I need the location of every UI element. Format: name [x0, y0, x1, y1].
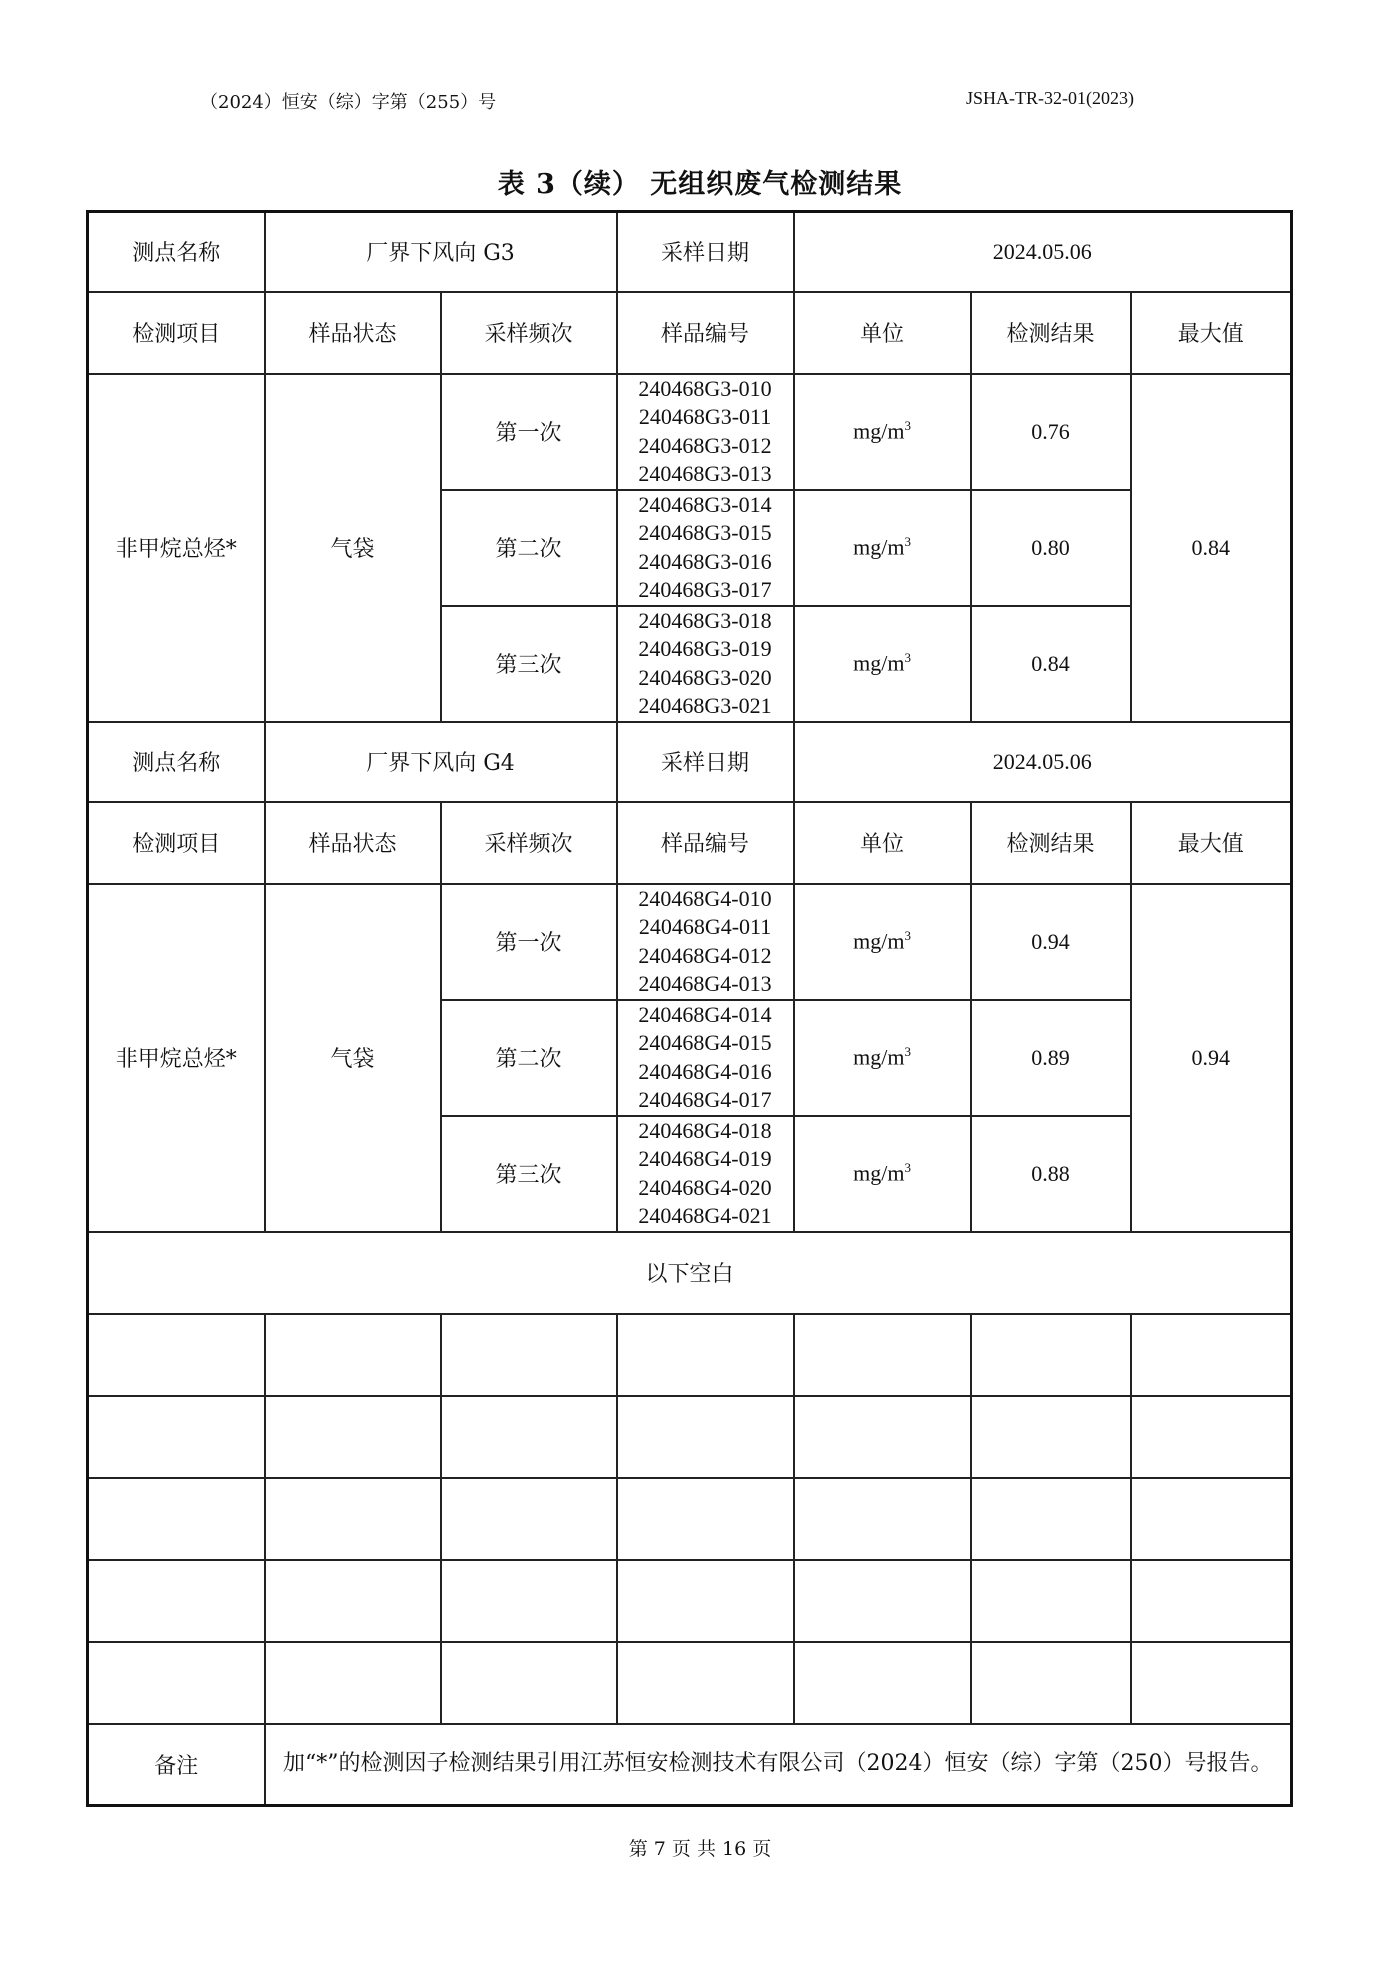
- result-value: 0.89: [971, 1000, 1131, 1116]
- header-unit: 单位: [794, 802, 971, 884]
- table-row: [88, 884, 1292, 1000]
- remark-text: 加“*”的检测因子检测结果引用江苏恒安检测技术有限公司（2024）恒安（综）字第（250）号报告。: [265, 1724, 1292, 1806]
- site-name-label: 测点名称: [88, 722, 265, 802]
- result-value: 0.76: [971, 374, 1131, 490]
- column-header-row: [88, 802, 1292, 884]
- header-item: 检测项目: [88, 292, 265, 374]
- empty-row: [88, 1478, 1292, 1560]
- header-max: 最大值: [1131, 292, 1292, 374]
- sample-codes: 240468G3-014 240468G3-015 240468G3-016 240468G3-017: [617, 490, 794, 606]
- document-code: JSHA-TR-32-01(2023): [966, 88, 1134, 108]
- table-title: 表 3（续） 无组织废气检测结果: [497, 169, 903, 200]
- header-code: 样品编号: [617, 292, 794, 374]
- frequency: 第一次: [441, 374, 617, 490]
- frequency: 第三次: [441, 606, 617, 722]
- sample-date-label: 采样日期: [617, 212, 794, 292]
- result-value: 0.80: [971, 490, 1131, 606]
- site-name-label: 测点名称: [88, 212, 265, 292]
- max-value: 0.84: [1131, 374, 1292, 722]
- header-freq: 采样频次: [441, 292, 617, 374]
- header-item: 检测项目: [88, 802, 265, 884]
- header-result: 检测结果: [971, 802, 1131, 884]
- page-number: 第 7 页 共 16 页: [628, 1838, 772, 1860]
- site-row: [88, 212, 1292, 292]
- site-row: [88, 722, 1292, 802]
- column-header-row: [88, 292, 1292, 374]
- empty-row: [88, 1314, 1292, 1396]
- table-row: [88, 374, 1292, 490]
- frequency: 第二次: [441, 490, 617, 606]
- header-result: 检测结果: [971, 292, 1131, 374]
- header-code: 样品编号: [617, 802, 794, 884]
- frequency: 第二次: [441, 1000, 617, 1116]
- result-value: 0.88: [971, 1116, 1131, 1232]
- result-value: 0.84: [971, 606, 1131, 722]
- sample-codes: 240468G4-014 240468G4-015 240468G4-016 240468G4-017: [617, 1000, 794, 1116]
- blank-marker-row: [88, 1232, 1292, 1314]
- results-table: [86, 210, 1293, 1807]
- empty-row: [88, 1642, 1292, 1724]
- unit: $mg/m^3$: [794, 1116, 971, 1232]
- empty-row: [88, 1560, 1292, 1642]
- header-state: 样品状态: [265, 802, 441, 884]
- test-item: 非甲烷总烃*: [88, 884, 265, 1232]
- sample-date-value: 2024.05.06: [794, 212, 1292, 292]
- unit: $mg/m^3$: [794, 884, 971, 1000]
- header-freq: 采样频次: [441, 802, 617, 884]
- sample-state: 气袋: [265, 884, 441, 1232]
- result-value: 0.94: [971, 884, 1131, 1000]
- sample-codes: 240468G3-018 240468G3-019 240468G3-020 240468G3-021: [617, 606, 794, 722]
- header-unit: 单位: [794, 292, 971, 374]
- report-number: （2024）恒安（综）字第（255）号: [200, 92, 497, 113]
- sample-codes: 240468G3-010 240468G3-011 240468G3-012 240468G3-013: [617, 374, 794, 490]
- site-name-value: 厂界下风向 G3: [265, 212, 617, 292]
- header-state: 样品状态: [265, 292, 441, 374]
- unit: $mg/m^3$: [794, 1000, 971, 1116]
- test-item: 非甲烷总烃*: [88, 374, 265, 722]
- remark-label: 备注: [88, 1724, 265, 1806]
- frequency: 第一次: [441, 884, 617, 1000]
- sample-codes: 240468G4-010 240468G4-011 240468G4-012 240468G4-013: [617, 884, 794, 1000]
- empty-row: [88, 1396, 1292, 1478]
- max-value: 0.94: [1131, 884, 1292, 1232]
- sample-date-label: 采样日期: [617, 722, 794, 802]
- frequency: 第三次: [441, 1116, 617, 1232]
- unit: $mg/m^3$: [794, 374, 971, 490]
- sample-state: 气袋: [265, 374, 441, 722]
- unit: $mg/m^3$: [794, 606, 971, 722]
- unit: $mg/m^3$: [794, 490, 971, 606]
- sample-date-value: 2024.05.06: [794, 722, 1292, 802]
- remark-row: [88, 1724, 1292, 1806]
- site-name-value: 厂界下风向 G4: [265, 722, 617, 802]
- sample-codes: 240468G4-018 240468G4-019 240468G4-020 240468G4-021: [617, 1116, 794, 1232]
- blank-marker: 以下空白: [88, 1232, 1292, 1314]
- header-max: 最大值: [1131, 802, 1292, 884]
